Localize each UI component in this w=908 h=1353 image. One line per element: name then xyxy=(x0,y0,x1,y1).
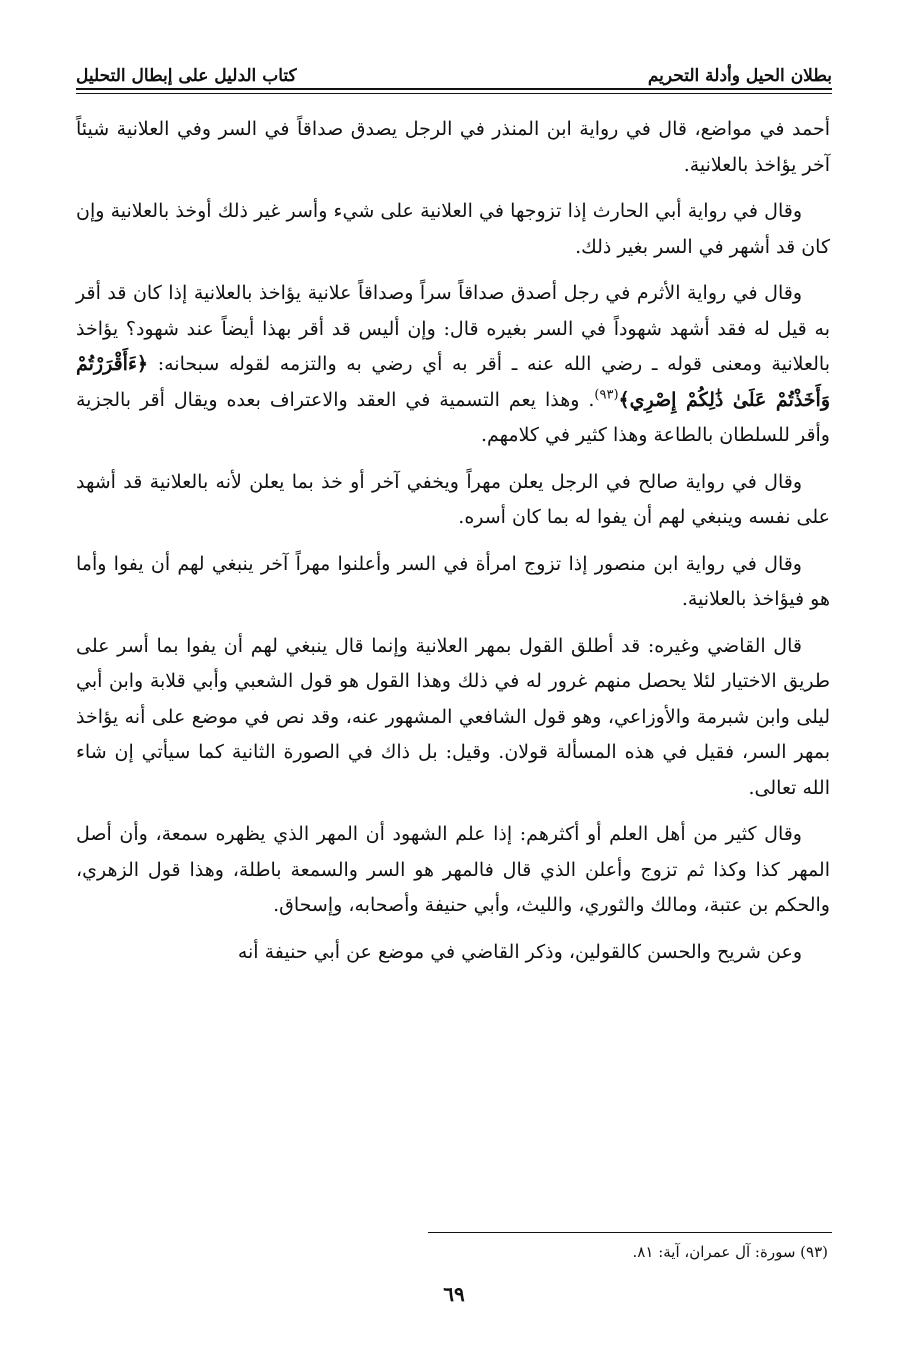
paragraph-5: وقال في رواية ابن منصور إذا تزوج امرأة في السر وأعلنوا مهراً آخر ينبغي لهم أن يفوا وأما هو فيؤاخذ بالعلانية. xyxy=(76,552,830,610)
paragraph-1: أحمد في مواضع، قال في رواية ابن المنذر في الرجل يصدق صداقاً في السر وفي العلانية شيئاً آخر يؤاخذ بالعلانية. xyxy=(76,118,830,176)
header-chapter-title: كتاب الدليل على إبطال التحليل xyxy=(76,66,297,86)
footnote-reference: (٩٣) xyxy=(594,387,619,403)
paragraph-3-after: . وهذا يعم التسمية في العقد والاعتراف بعده ويقال أقر بالجزية وأقر للسلطان بالطاعة وهذا كثير في كلامهم. xyxy=(76,388,830,446)
paragraph-4: وقال في رواية صالح في الرجل يعلن مهراً ويخفي آخر أو خذ بما يعلن لأنه بالعلانية قد أشهد على نفسه وينبغي لهم أن يفوا له بما كان أسره. xyxy=(76,470,830,528)
paragraph-2: وقال في رواية أبي الحارث إذا تزوجها في العلانية على شيء وأسر غير ذلك أوخذ بالعلانية وإن كان قد أشهر في السر بغير ذلك. xyxy=(76,200,830,258)
header-book-title: بطلان الحيل وأدلة التحريم xyxy=(647,66,832,86)
running-header xyxy=(76,50,832,86)
paragraph-3-before: وقال في رواية الأثرم في رجل أصدق صداقاً سراً وصداقاً علانية يؤاخذ بالعلانية إذا كان قد أقر به قيل له فقد أشهد شهوداً في السر بغيره قال: وإن أليس قد أقر بهذا أيضاً عند شهود؟ يؤاخذ بالعلانية ومعنى قوله ـ رضي الله عنه ـ أقر به أي رضي به والتزمه لقوله سبحانه: xyxy=(76,282,830,375)
body-text xyxy=(76,112,830,981)
footnote: (٩٣) سورة: آل عمران، آية: ٨١. xyxy=(632,1243,828,1261)
header-rule xyxy=(76,88,832,90)
paragraph-6: قال القاضي وغيره: قد أطلق القول بمهر العلانية وإنما قال ينبغي لهم أن يفوا بما أسر على طريق الاختيار لئلا يحصل منهم غرور له في ذلك وهذا القول هو قول الشعبي وأبي قلابة وابن أبي ليلى وابن شبرمة والأوزاعي، وهو قول الشافعي المشهور عنه، وقد نص في موضع على أنه يؤاخذ بمهر السر، فقيل في هذه المسألة قولان. وقيل: بل ذاك في الصورة الثانية كما سيأتي إن شاء الله تعالى. xyxy=(76,634,830,799)
page-number: ٦٩ xyxy=(443,1282,465,1306)
paragraph-8: وعن شريح والحسن كالقولين، وذكر القاضي في موضع عن أبي حنيفة أنه xyxy=(237,940,802,963)
paragraph-7: وقال كثير من أهل العلم أو أكثرهم: إذا علم الشهود أن المهر الذي يظهره سمعة، وأن أصل المهر كذا وكذا ثم تزوج وأعلن الذي قال فالمهر هو السر والسمعة باطلة، وهذا قول الزهري، والحكم بن عتبة، ومالك والثوري، والليث، وأبي حنيفة وأصحابه، وإسحاق. xyxy=(76,823,830,916)
header-rule-thin xyxy=(76,93,832,94)
footnote-rule xyxy=(428,1232,832,1233)
quran-verse: ﴿ءَأَقْرَرْتُمْ وَأَخَذْتُمْ عَلَىٰ ذَٰلِكُمْ إِصْرِي﴾ xyxy=(76,353,830,411)
paragraph-3 xyxy=(76,276,830,454)
